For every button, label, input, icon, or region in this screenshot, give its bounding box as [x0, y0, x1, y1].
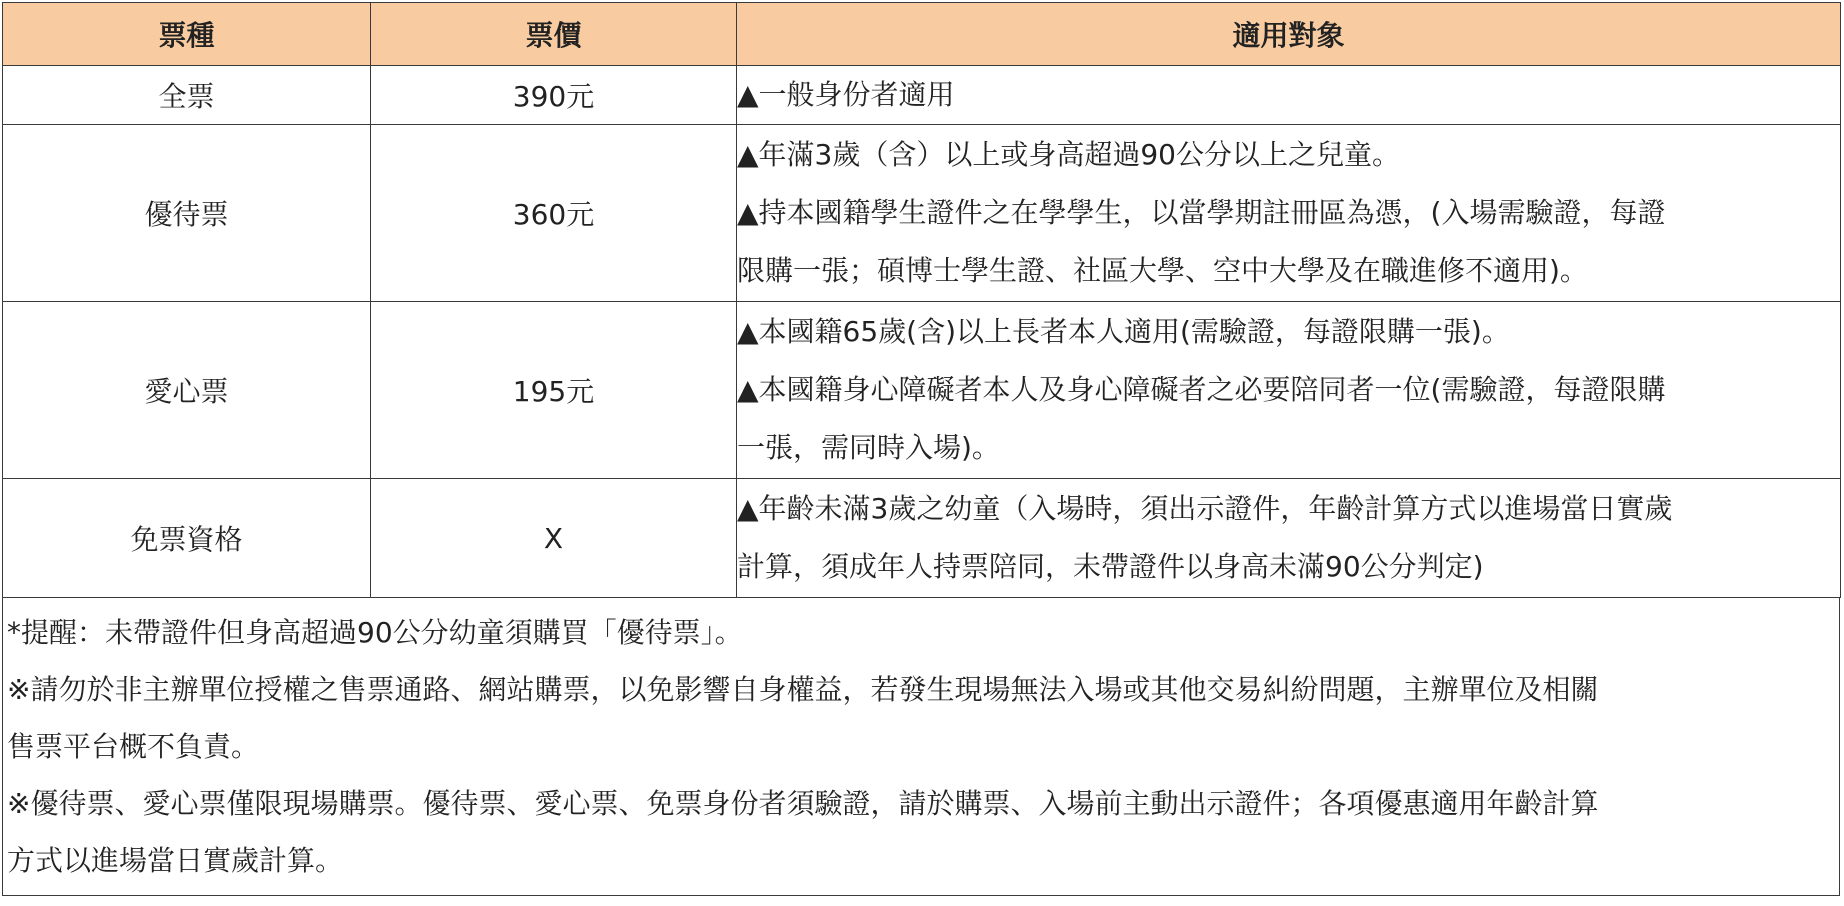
eligibility-line: 一張，需同時入場)。 [737, 431, 1000, 464]
eligibility-line: ▲持本國籍學生證件之在學學生，以當學期註冊區為憑，(入場需驗證，每證 [737, 196, 1666, 229]
ticket-type-cell: 優待票 [3, 125, 371, 302]
ticket-info [2, 2, 1840, 896]
ticket-type-cell: 免票資格 [3, 479, 371, 598]
table-row [3, 125, 1841, 302]
note-line: *提醒：未帶證件但身高超過90公分幼童須購買「優待票」。 [7, 616, 743, 649]
eligibility-line: ▲年齡未滿3歲之幼童（入場時，須出示證件，年齡計算方式以進場當日實歲 [737, 492, 1673, 525]
notes-section [2, 598, 1840, 896]
ticket-price-table [2, 2, 1841, 598]
table-row [3, 479, 1841, 598]
table-row [3, 66, 1841, 125]
eligibility-line: ▲一般身份者適用 [737, 78, 955, 111]
header-ticket-price: 票價 [371, 3, 737, 66]
ticket-price-cell: 360元 [371, 125, 737, 302]
ticket-type-cell: 愛心票 [3, 302, 371, 479]
note-line: ※請勿於非主辦單位授權之售票通路、網站購票，以免影響自身權益，若發生現場無法入場或其他交易糾紛問題，主辦單位及相關 [7, 673, 1599, 706]
header-eligibility: 適用對象 [737, 3, 1841, 66]
eligibility-line: 限購一張；碩博士學生證、社區大學、空中大學及在職進修不適用)。 [737, 254, 1588, 287]
ticket-type-cell: 全票 [3, 66, 371, 125]
table-header-row [3, 3, 1841, 66]
ticket-price-cell: X [371, 479, 737, 598]
eligibility-cell [737, 125, 1841, 302]
note-line: 售票平台概不負責。 [7, 730, 260, 763]
note-line: 方式以進場當日實歲計算。 [7, 844, 344, 877]
header-ticket-type: 票種 [3, 3, 371, 66]
eligibility-line: ▲年滿3歲（含）以上或身高超過90公分以上之兒童。 [737, 138, 1400, 171]
ticket-price-cell: 390元 [371, 66, 737, 125]
eligibility-cell [737, 302, 1841, 479]
table-row [3, 302, 1841, 479]
eligibility-cell [737, 66, 1841, 125]
note-line: ※優待票、愛心票僅限現場購票。優待票、愛心票、免票身份者須驗證，請於購票、入場前主動出示證件；各項優惠適用年齡計算 [7, 787, 1599, 820]
eligibility-line: ▲本國籍65歲(含)以上長者本人適用(需驗證，每證限購一張)。 [737, 315, 1510, 348]
eligibility-line: ▲本國籍身心障礙者本人及身心障礙者之必要陪同者一位(需驗證，每證限購 [737, 373, 1666, 406]
eligibility-cell [737, 479, 1841, 598]
eligibility-line: 計算，須成年人持票陪同，未帶證件以身高未滿90公分判定) [737, 550, 1484, 583]
ticket-price-cell: 195元 [371, 302, 737, 479]
